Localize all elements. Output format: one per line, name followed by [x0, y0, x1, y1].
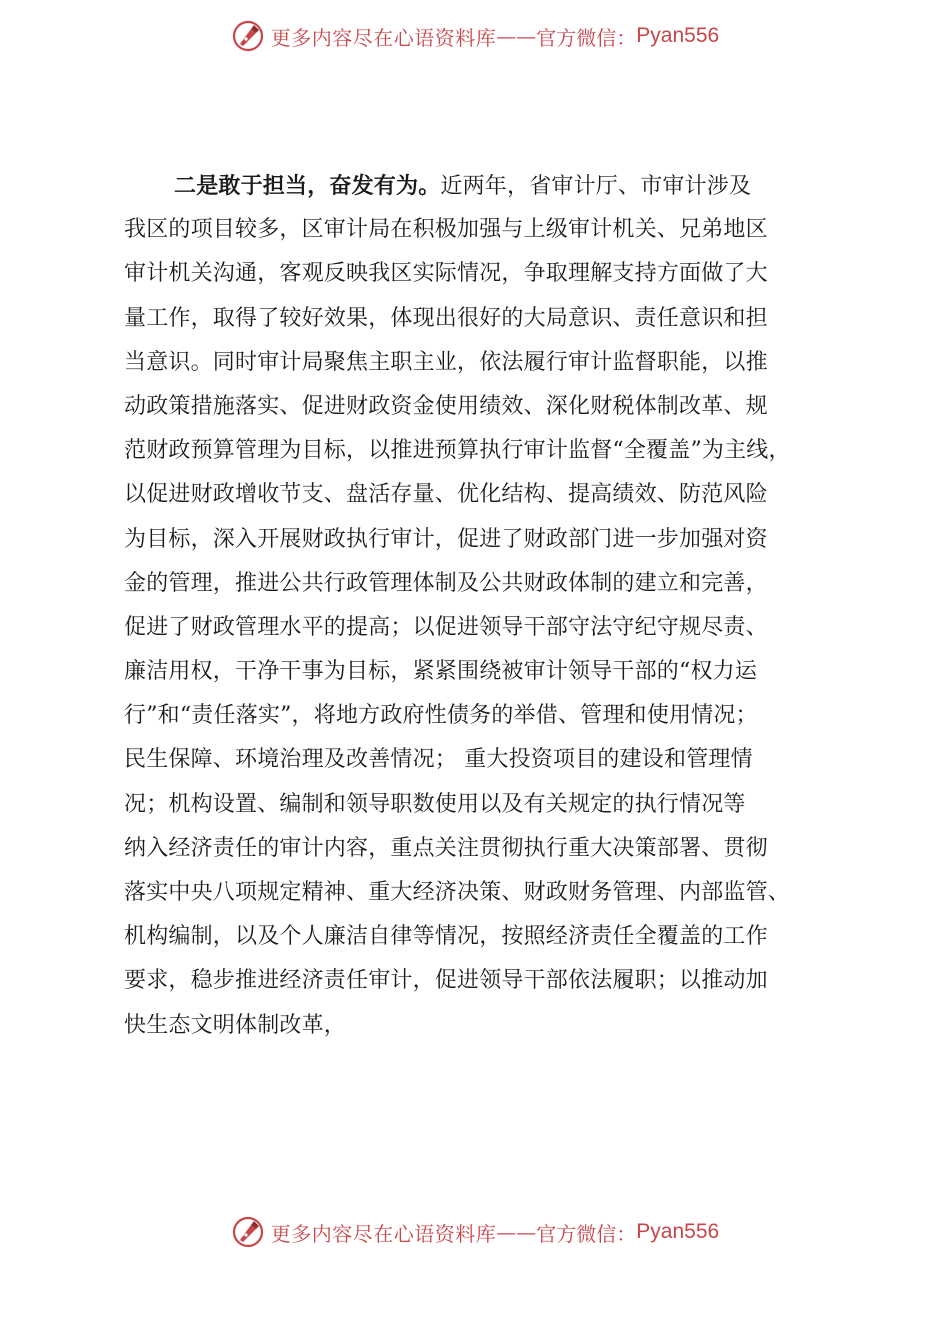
pen-nib-logo-icon: [231, 19, 265, 53]
header-banner: [0, 14, 950, 58]
paragraph-line: 快生态文明体制改革，: [124, 1012, 347, 1038]
paragraph-line: 民生保障、环境治理及改善情况； 重大投资项目的建设和管理情: [124, 747, 753, 773]
paragraph-line: 为目标，深入开展财政执行审计，促进了财政部门进一步加强对资: [124, 526, 768, 552]
footer-wechat-label: 官方微信：: [536, 1221, 637, 1246]
footer-banner: [0, 1210, 950, 1254]
header-dash: ——: [496, 24, 537, 48]
footer-dash: ——: [496, 1220, 537, 1244]
footer-brand-text: 更多内容尽在心语资料库: [270, 1221, 497, 1246]
paragraph-line: 我区的项目较多，区审计局在积极加强与上级审计机关、兄弟地区: [124, 217, 768, 243]
paragraph-line: 促进了财政管理水平的提高；以促进领导干部守法守纪守规尽责、: [124, 614, 768, 640]
paragraph-line: 机构编制，以及个人廉洁自律等情况，按照经济责任全覆盖的工作: [124, 924, 768, 950]
header-brand-text: 更多内容尽在心语资料库: [270, 25, 497, 50]
paragraph-line: 审计机关沟通，客观反映我区实际情况，争取理解支持方面做了大: [124, 261, 768, 287]
header-wechat-id: Pyan556: [636, 24, 720, 47]
paragraph-line: 廉洁用权，干净干事为目标，紧紧围绕被审计领导干部的“权力运: [124, 659, 758, 685]
pen-nib-logo-icon: [231, 1215, 265, 1249]
paragraph-line: 要求，稳步推进经济责任审计，促进领导干部依法履职；以推动加: [124, 968, 768, 994]
paragraph-line: 纳入经济责任的审计内容，重点关注贯彻执行重大决策部署、贯彻: [124, 835, 768, 861]
footer-wechat-id: Pyan556: [636, 1220, 720, 1243]
paragraph-line: 当意识。同时审计局聚焦主职主业，依法履行审计监督职能，以推: [124, 349, 768, 375]
paragraph-line: 落实中央八项规定精神、重大经济决策、财政财务管理、内部监管、: [124, 880, 791, 905]
paragraph-line: 行”和“责任落实”，将地方政府性债务的举借、管理和使用情况；: [124, 703, 758, 729]
line-text: 近两年，省审计厅、市审计涉及: [440, 174, 752, 199]
paragraph-line: 范财政预算管理为目标，以推进预算执行审计监督“全覆盖”为主线，: [124, 438, 791, 464]
document-body: [124, 164, 854, 1048]
paragraph-line: [124, 164, 854, 208]
paragraph-line: 金的管理，推进公共行政管理体制及公共财政体制的建立和完善，: [124, 570, 768, 596]
paragraph-line: 以促进财政增收节支、盘活存量、优化结构、提高绩效、防范风险: [124, 482, 768, 508]
paragraph-line: 况；机构设置、编制和领导职数使用以及有关规定的执行情况等: [124, 791, 746, 817]
header-wechat-label: 官方微信：: [536, 25, 637, 50]
paragraph-line: 量工作，取得了较好效果，体现出很好的大局意识、责任意识和担: [124, 305, 768, 331]
paragraph-line: 动政策措施落实、促进财政资金使用绩效、深化财税体制改革、规: [124, 393, 768, 419]
paragraph-lead: 二是敢于担当，奋发有为。: [174, 173, 441, 199]
